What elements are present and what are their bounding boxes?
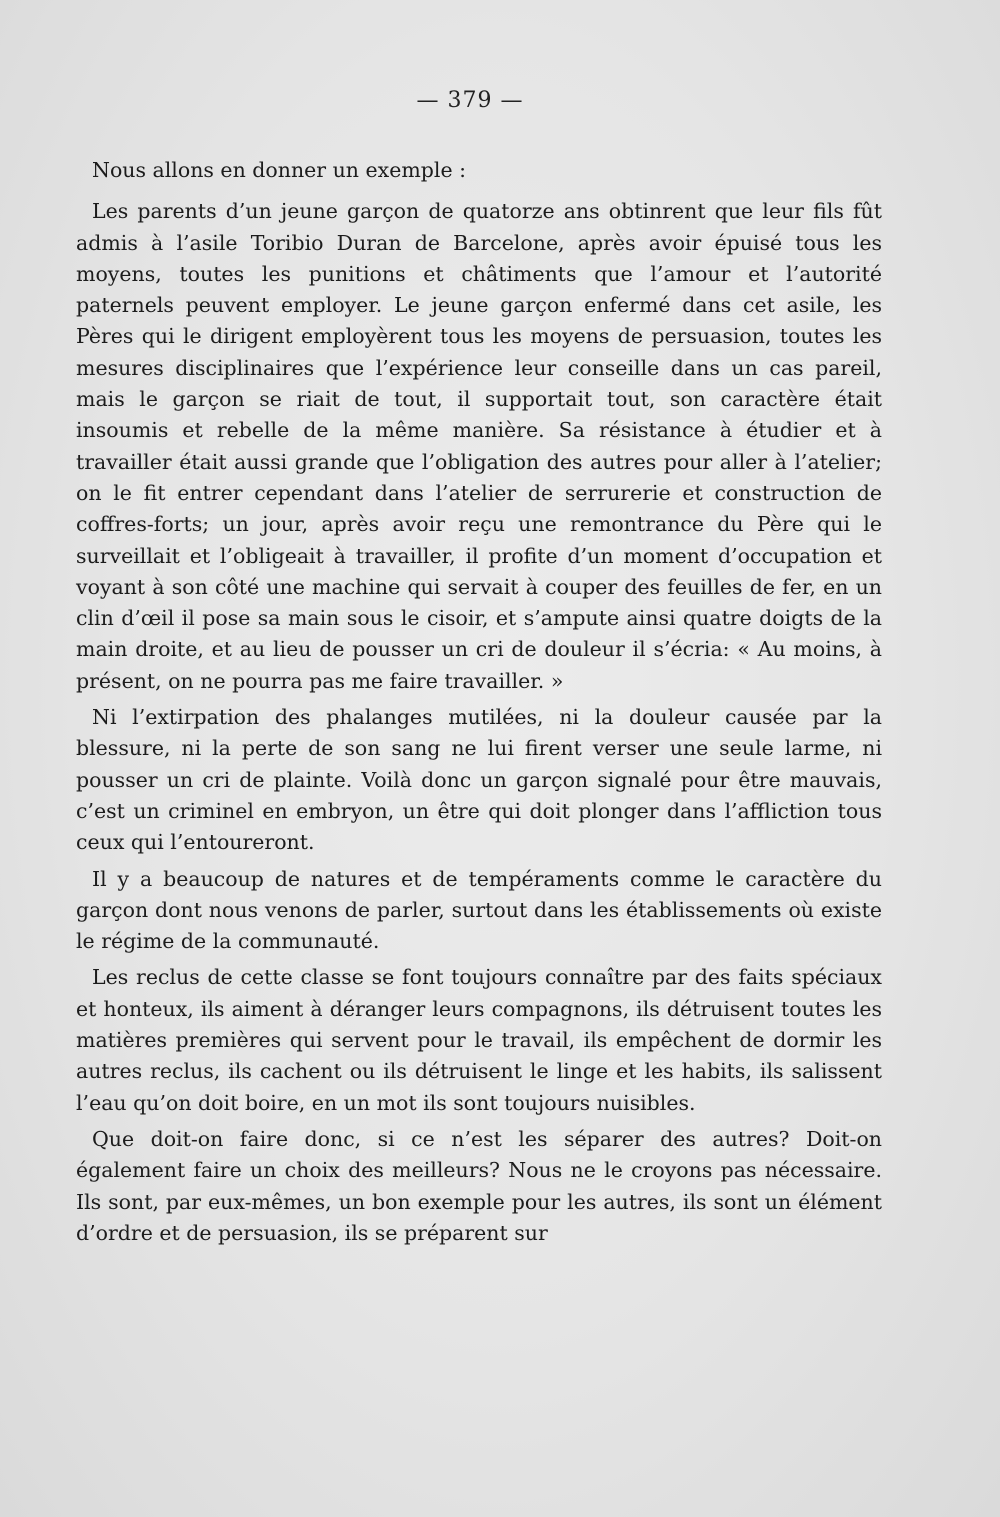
page-number: — 379 — (416, 88, 524, 113)
paragraph-story: Les parents d’un jeune garçon de quatorze ans obtinrent que leur fils fût admis à l’asile Toribio Duran de Barcelone, après avoir épuisé tous les moyens, toutes les punitions et châtiments que l’amour et l’autorité paternels peuvent employer. Le jeune garçon enfermé dans cet asile, les Pères qui le dirigent employèrent tous les moyens de persuasion, toutes les mesures disciplinaires que l’expérience leur conseille dans un cas pareil, mais le garçon se riait de tout, il supportait tout, son caractère était insoumis et rebelle de la même manière. Sa résistance à étudier et à travailler était aussi grande que l’obligation des autres pour aller à l’atelier; on le fit entrer cependant dans l’atelier de serrurerie et construction de coffres-forts; un jour, après avoir reçu une remontrance du Père qui le surveillait et l’obligeait à travailler, il profite d’un moment d’occupation et voyant à son côté une machine qui servait à couper des feuilles de fer, en un clin d’œil il pose sa main sous le cisoir, et s’ampute ainsi quatre doigts de la main droite, et au lieu de pousser un cri de douleur il s’écria: « Au moins, à présent, on ne pourra pas me faire travailler. » (76, 199, 882, 693)
paragraph-reclus: Les reclus de cette classe se font toujours connaître par des faits spéciaux et honteux, ils aiment à déranger leurs compagnons, ils détruisent toutes les matières premières qui servent pour le travail, ils empêchent de dormir les autres reclus, ils cachent ou ils détruisent le linge et les habits, ils salissent l’eau qu’on doit boire, en un mot ils sont toujours nuisibles. (76, 965, 882, 1115)
body-text (76, 155, 882, 1249)
paragraph-question: Que doit-on faire donc, si ce n’est les séparer des autres? Doit-on également faire un choix des meilleurs? Nous ne le croyons pas nécessaire. Ils sont, par eux-mêmes, un bon exemple pour les autres, ils sont un élément d’ordre et de persuasion, ils se préparent sur (76, 1126, 882, 1245)
paragraph-injury: Ni l’extirpation des phalanges mutilées, ni la douleur causée par la blessure, ni la perte de son sang ne lui firent verser une seule larme, ni pousser un cri de plainte. Voilà donc un garçon signalé pour être mauvais, c’est un criminel en embryon, un être qui doit plonger dans l’affliction tous ceux qui l’entoureront. (76, 705, 882, 855)
paragraph-natures: Il y a beaucoup de natures et de tempéraments comme le caractère du garçon dont nous venons de parler, surtout dans les établissements où existe le régime de la communauté. (76, 866, 882, 954)
paragraph-intro: Nous allons en donner un exemple : (92, 158, 467, 182)
